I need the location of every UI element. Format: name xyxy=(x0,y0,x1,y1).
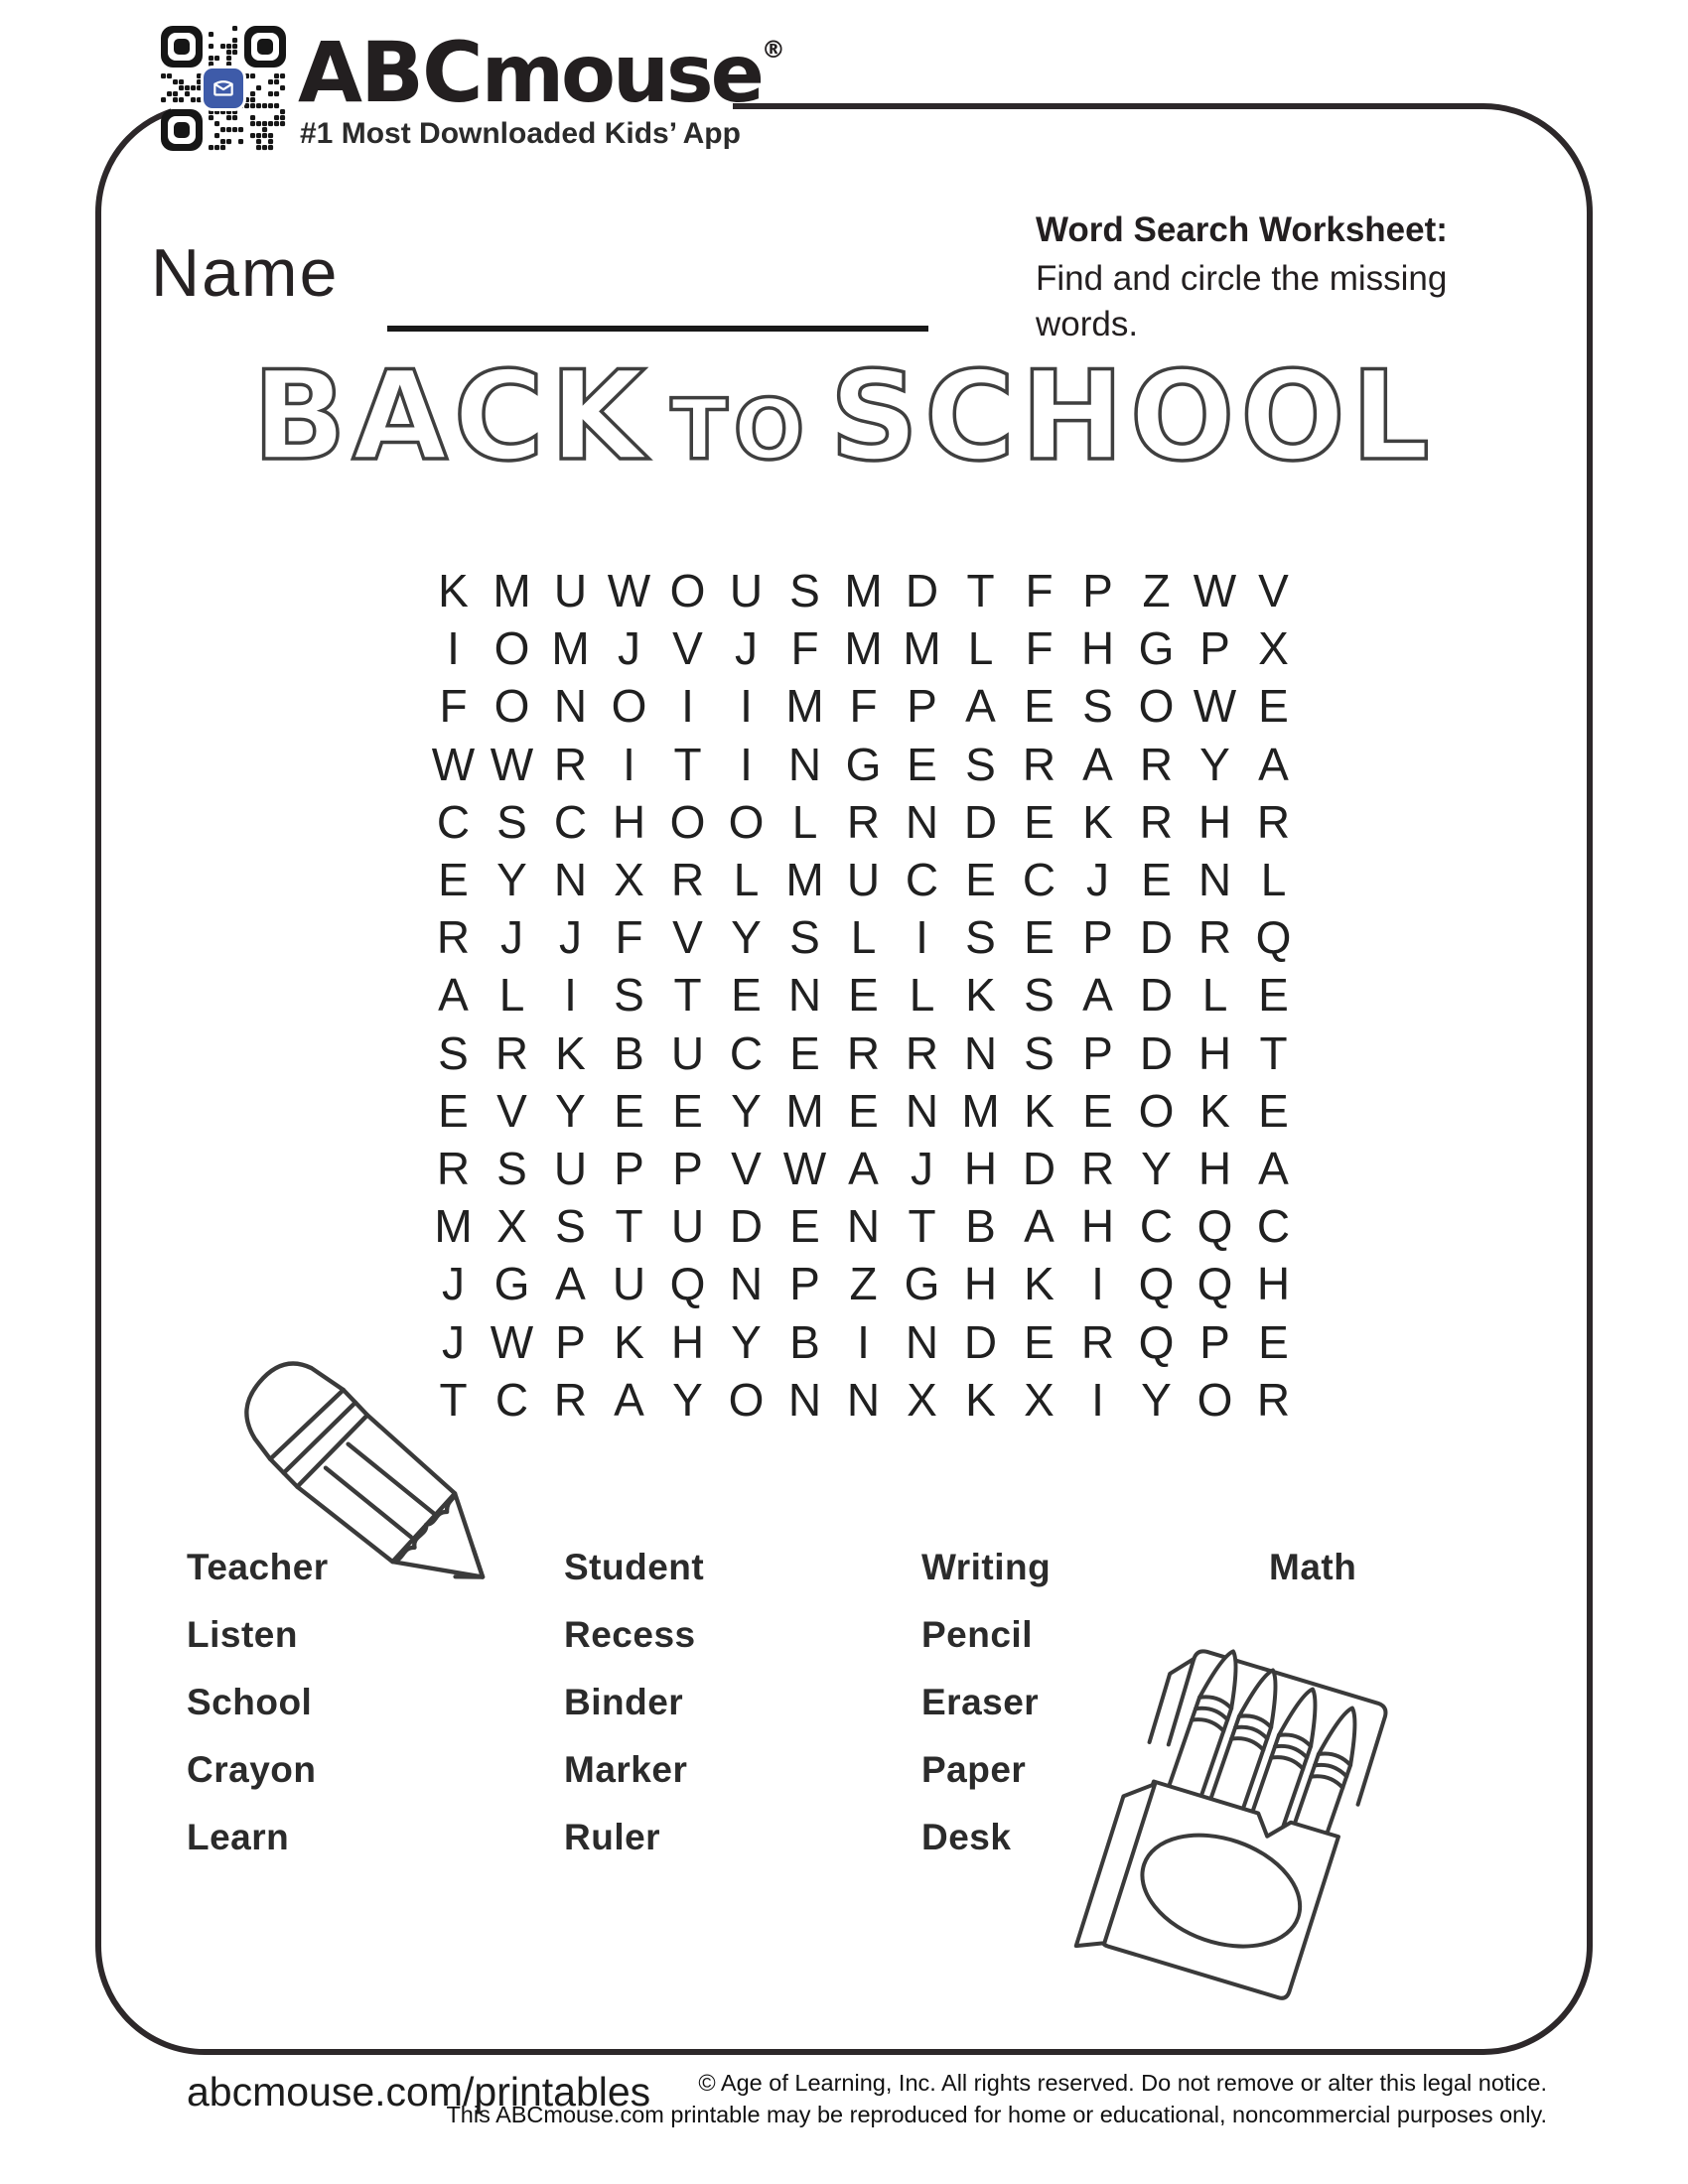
grid-letter: E xyxy=(438,1084,469,1137)
grid-letter: C xyxy=(494,1373,529,1426)
grid-letter: F xyxy=(439,680,468,733)
grid-letter: J xyxy=(1086,854,1109,906)
grid-letter: E xyxy=(1024,680,1055,733)
grid-letter: P xyxy=(614,1142,644,1194)
grid-letter: H xyxy=(1080,622,1115,675)
grid-letter: W xyxy=(782,1142,827,1194)
grid-letter: C xyxy=(553,795,588,848)
grid-letter: S xyxy=(1082,680,1113,733)
grid-letter: E xyxy=(848,1084,879,1137)
grid-letter: L xyxy=(733,854,760,906)
legal-line-1: © Age of Learning, Inc. All rights reserved. Do not remove or alter this legal notice. xyxy=(698,2070,1547,2096)
grid-letter: F xyxy=(849,680,878,733)
grid-letter: J xyxy=(442,1315,465,1368)
grid-letter: D xyxy=(729,1200,764,1253)
grid-letter: P xyxy=(1199,1315,1230,1368)
grid-letter: F xyxy=(615,911,643,964)
grid-letter: S xyxy=(1024,969,1055,1022)
grid-letter: J xyxy=(442,1258,465,1310)
name-label: Name xyxy=(151,235,340,311)
grid-letter: D xyxy=(905,565,939,617)
grid-letter: I xyxy=(857,1315,870,1368)
grid-letter: J xyxy=(735,622,758,675)
grid-letter: Z xyxy=(849,1258,878,1310)
word-list-item: School xyxy=(187,1682,313,1722)
grid-letter: N xyxy=(1197,854,1232,906)
grid-letter: E xyxy=(1141,854,1172,906)
grid-letter: K xyxy=(438,565,469,617)
grid-letter: E xyxy=(907,738,937,790)
grid-letter: J xyxy=(500,911,523,964)
grid-letter: R xyxy=(1197,911,1232,964)
grid-letter: O xyxy=(493,680,530,733)
grid-letter: S xyxy=(496,1142,527,1194)
grid-letter: P xyxy=(1199,622,1230,675)
grid-letter: G xyxy=(1138,622,1175,675)
grid-letter: W xyxy=(1193,680,1237,733)
grid-letter: N xyxy=(905,1084,939,1137)
grid-letter: M xyxy=(434,1200,473,1253)
word-list-item: Math xyxy=(1269,1547,1357,1587)
grid-letter: N xyxy=(846,1200,881,1253)
grid-letter: P xyxy=(1082,565,1113,617)
grid-letter: L xyxy=(967,622,994,675)
registered-trademark: ® xyxy=(761,36,785,64)
grid-letter: D xyxy=(1139,969,1174,1022)
grid-letter: S xyxy=(789,911,820,964)
grid-letter: L xyxy=(1260,854,1287,906)
grid-letter: R xyxy=(1080,1142,1115,1194)
grid-letter: R xyxy=(846,795,881,848)
word-list-item: Listen xyxy=(187,1614,298,1655)
grid-letter: J xyxy=(911,1142,933,1194)
grid-letter: E xyxy=(1258,680,1289,733)
grid-letter: N xyxy=(963,1026,998,1079)
grid-letter: U xyxy=(670,1200,705,1253)
grid-letter: R xyxy=(436,911,471,964)
word-list-item: Recess xyxy=(564,1614,696,1655)
word-column xyxy=(564,1547,704,1884)
grid-letter: L xyxy=(1201,969,1228,1022)
grid-letter: L xyxy=(850,911,877,964)
grid-letter: A xyxy=(438,969,469,1022)
word-search-grid xyxy=(424,562,1303,1429)
grid-letter: C xyxy=(729,1026,764,1079)
logo-mouse-text: mouse xyxy=(481,28,762,120)
grid-letter: U xyxy=(846,854,881,906)
grid-letter: L xyxy=(791,795,818,848)
grid-letter: E xyxy=(848,969,879,1022)
grid-letter: R xyxy=(1080,1315,1115,1368)
grid-letter: E xyxy=(672,1084,703,1137)
grid-letter: R xyxy=(436,1142,471,1194)
grid-letter: Y xyxy=(731,911,762,964)
puzzle-title-back: BACK xyxy=(252,345,651,488)
grid-letter: I xyxy=(564,969,577,1022)
grid-letter: L xyxy=(498,969,525,1022)
grid-letter: T xyxy=(615,1200,643,1253)
grid-letter: P xyxy=(789,1258,820,1310)
grid-letter: K xyxy=(1024,1084,1055,1137)
grid-letter: P xyxy=(1082,1026,1113,1079)
grid-letter: I xyxy=(1091,1373,1104,1426)
grid-letter: R xyxy=(553,1373,588,1426)
grid-letter: T xyxy=(966,565,995,617)
grid-letter: T xyxy=(439,1373,468,1426)
grid-letter: A xyxy=(965,680,996,733)
grid-letter: L xyxy=(909,969,935,1022)
grid-letter: A xyxy=(1082,969,1113,1022)
grid-letter: E xyxy=(1024,795,1055,848)
grid-letter: H xyxy=(963,1258,998,1310)
grid-letter: A xyxy=(555,1258,586,1310)
grid-letter: T xyxy=(908,1200,936,1253)
grid-letter: Y xyxy=(672,1373,703,1426)
grid-letter: R xyxy=(553,738,588,790)
grid-letter: N xyxy=(846,1373,881,1426)
puzzle-title-school: SCHOOL xyxy=(829,345,1436,488)
grid-letter: O xyxy=(728,795,765,848)
grid-letter: I xyxy=(447,622,460,675)
grid-letter: P xyxy=(1082,911,1113,964)
grid-letter: I xyxy=(740,738,753,790)
grid-letter: K xyxy=(555,1026,586,1079)
grid-letter: E xyxy=(789,1200,820,1253)
grid-letter: R xyxy=(1256,1373,1291,1426)
grid-letter: T xyxy=(673,969,702,1022)
grid-letter: V xyxy=(672,911,703,964)
grid-letter: H xyxy=(1197,1142,1232,1194)
grid-letter: V xyxy=(1258,565,1289,617)
grid-letter: E xyxy=(1258,1315,1289,1368)
grid-letter: M xyxy=(961,1084,1000,1137)
grid-letter: D xyxy=(1022,1142,1056,1194)
grid-letter: B xyxy=(614,1026,644,1079)
grid-letter: Q xyxy=(1138,1315,1175,1368)
grid-letter: C xyxy=(1139,1200,1174,1253)
grid-letter: K xyxy=(965,1373,996,1426)
grid-letter: Q xyxy=(1196,1200,1233,1253)
grid-letter: H xyxy=(1256,1258,1291,1310)
grid-letter: H xyxy=(1197,795,1232,848)
word-list-item: Pencil xyxy=(921,1614,1033,1655)
grid-letter: N xyxy=(787,738,822,790)
grid-letter: Y xyxy=(555,1084,586,1137)
grid-letter: E xyxy=(1082,1084,1113,1137)
grid-letter: U xyxy=(670,1026,705,1079)
grid-letter: H xyxy=(1080,1200,1115,1253)
word-list-item: Paper xyxy=(921,1749,1027,1790)
grid-letter: A xyxy=(1024,1200,1055,1253)
grid-letter: W xyxy=(1193,565,1237,617)
grid-letter: Z xyxy=(1142,565,1171,617)
grid-letter: N xyxy=(787,1373,822,1426)
footer-site-url: abcmouse.com/printables xyxy=(187,2069,651,2115)
grid-letter: A xyxy=(614,1373,644,1426)
grid-letter: O xyxy=(1196,1373,1233,1426)
grid-letter: A xyxy=(848,1142,879,1194)
grid-letter: S xyxy=(614,969,644,1022)
grid-letter: P xyxy=(672,1142,703,1194)
grid-letter: U xyxy=(553,565,588,617)
grid-letter: H xyxy=(963,1142,998,1194)
grid-letter: A xyxy=(1258,1142,1289,1194)
grid-letter: N xyxy=(553,680,588,733)
word-list-item: Binder xyxy=(564,1682,684,1722)
grid-letter: J xyxy=(618,622,640,675)
grid-letter: N xyxy=(553,854,588,906)
grid-letter: Y xyxy=(1141,1142,1172,1194)
grid-letter: E xyxy=(614,1084,644,1137)
grid-letter: E xyxy=(438,854,469,906)
grid-letter: X xyxy=(496,1200,527,1253)
grid-letter: W xyxy=(607,565,651,617)
grid-letter: W xyxy=(490,1315,534,1368)
grid-letter: A xyxy=(1258,738,1289,790)
grid-letter: O xyxy=(669,565,706,617)
grid-letter: Q xyxy=(1196,1258,1233,1310)
word-list-item: Marker xyxy=(564,1749,688,1790)
legal-line-2: This ABCmouse.com printable may be reproduced for home or educational, noncommercial purposes only. xyxy=(446,2102,1547,2127)
grid-letter: S xyxy=(1024,1026,1055,1079)
grid-letter: Y xyxy=(496,854,527,906)
grid-letter: E xyxy=(1024,1315,1055,1368)
word-list-item: Eraser xyxy=(921,1682,1040,1722)
grid-letter: X xyxy=(907,1373,937,1426)
grid-letter: U xyxy=(729,565,764,617)
grid-letter: O xyxy=(1138,1084,1175,1137)
grid-letter: R xyxy=(1256,795,1291,848)
grid-letter: H xyxy=(1197,1026,1232,1079)
grid-letter: G xyxy=(845,738,882,790)
grid-letter: N xyxy=(905,795,939,848)
word-list-item: Writing xyxy=(921,1547,1052,1587)
grid-letter: X xyxy=(1258,622,1289,675)
name-blank-line xyxy=(387,326,928,332)
grid-letter: D xyxy=(1139,911,1174,964)
grid-letter: K xyxy=(965,969,996,1022)
grid-letter: R xyxy=(1139,738,1174,790)
grid-letter: C xyxy=(905,854,939,906)
grid-letter: V xyxy=(731,1142,762,1194)
grid-letter: F xyxy=(790,622,819,675)
grid-letter: P xyxy=(907,680,937,733)
grid-letter: W xyxy=(490,738,534,790)
grid-letter: K xyxy=(1199,1084,1230,1137)
grid-letter: M xyxy=(844,622,883,675)
logo-abc-text: ABC xyxy=(298,24,482,121)
abcmouse-logo xyxy=(298,24,785,121)
abcmouse-app-icon xyxy=(204,68,243,108)
grid-letter: K xyxy=(614,1315,644,1368)
grid-letter: G xyxy=(493,1258,530,1310)
grid-letter: O xyxy=(493,622,530,675)
grid-letter: C xyxy=(1022,854,1056,906)
grid-letter: M xyxy=(785,680,824,733)
word-list-item: Student xyxy=(564,1547,705,1587)
grid-letter: K xyxy=(1082,795,1113,848)
app-tagline: #1 Most Downloaded Kids’ App xyxy=(300,117,741,150)
grid-letter: U xyxy=(553,1142,588,1194)
grid-letter: U xyxy=(612,1258,646,1310)
grid-letter: Q xyxy=(669,1258,706,1310)
worksheet-instructions-block xyxy=(1036,210,1512,347)
grid-letter: P xyxy=(555,1315,586,1368)
puzzle-title-to: TO xyxy=(670,381,811,478)
grid-letter: N xyxy=(905,1315,939,1368)
grid-letter: V xyxy=(672,622,703,675)
grid-letter: T xyxy=(673,738,702,790)
grid-letter: X xyxy=(1024,1373,1055,1426)
grid-letter: F xyxy=(1025,565,1054,617)
grid-letter: E xyxy=(1024,911,1055,964)
grid-letter: H xyxy=(612,795,646,848)
grid-letter: W xyxy=(431,738,476,790)
grid-letter: B xyxy=(965,1200,996,1253)
grid-letter: O xyxy=(1138,680,1175,733)
grid-letter: M xyxy=(785,1084,824,1137)
grid-letter: O xyxy=(611,680,647,733)
grid-letter: D xyxy=(963,795,998,848)
grid-letter: B xyxy=(789,1315,820,1368)
grid-letter: M xyxy=(492,565,531,617)
grid-letter: I xyxy=(681,680,694,733)
grid-letter: D xyxy=(1139,1026,1174,1079)
footer-legal-block xyxy=(446,2067,1547,2130)
grid-letter: V xyxy=(496,1084,527,1137)
worksheet-title: Word Search Worksheet: xyxy=(1036,210,1448,249)
grid-letter: R xyxy=(494,1026,529,1079)
grid-letter: E xyxy=(965,854,996,906)
grid-letter: M xyxy=(903,622,941,675)
grid-letter: Y xyxy=(731,1084,762,1137)
grid-letter: N xyxy=(787,969,822,1022)
puzzle-title xyxy=(0,345,1688,488)
grid-letter: Y xyxy=(1199,738,1230,790)
grid-letter: E xyxy=(731,969,762,1022)
grid-letter: O xyxy=(669,795,706,848)
word-list-item: Desk xyxy=(921,1817,1012,1857)
grid-letter: Q xyxy=(1138,1258,1175,1310)
grid-letter: H xyxy=(670,1315,705,1368)
qr-code-icon xyxy=(161,26,286,151)
grid-letter: F xyxy=(1025,622,1054,675)
grid-letter: R xyxy=(846,1026,881,1079)
grid-letter: I xyxy=(915,911,928,964)
word-list-item: Crayon xyxy=(187,1749,317,1790)
grid-letter: Q xyxy=(1255,911,1292,964)
grid-letter: S xyxy=(965,738,996,790)
grid-letter: D xyxy=(963,1315,998,1368)
grid-letter: K xyxy=(1024,1258,1055,1310)
grid-letter: C xyxy=(1256,1200,1291,1253)
grid-letter: R xyxy=(1022,738,1056,790)
grid-letter: M xyxy=(551,622,590,675)
grid-letter: Y xyxy=(731,1315,762,1368)
worksheet-instruction-line1: Find and circle the missing xyxy=(1036,259,1448,298)
grid-letter: J xyxy=(559,911,582,964)
grid-letter: M xyxy=(785,854,824,906)
grid-letter: I xyxy=(740,680,753,733)
grid-letter: I xyxy=(623,738,635,790)
grid-letter: E xyxy=(789,1026,820,1079)
word-list-item: Learn xyxy=(187,1817,290,1857)
word-column xyxy=(921,1547,1051,1884)
grid-letter: A xyxy=(1082,738,1113,790)
grid-letter: M xyxy=(844,565,883,617)
word-list-item: Ruler xyxy=(564,1817,661,1857)
grid-letter: S xyxy=(438,1026,469,1079)
grid-letter: S xyxy=(965,911,996,964)
grid-letter: S xyxy=(555,1200,586,1253)
grid-letter: S xyxy=(789,565,820,617)
grid-letter: X xyxy=(614,854,644,906)
worksheet-instruction-line2: words. xyxy=(1036,305,1139,343)
grid-letter: R xyxy=(905,1026,939,1079)
grid-letter: O xyxy=(728,1373,765,1426)
grid-letter: I xyxy=(1091,1258,1104,1310)
word-column xyxy=(187,1547,329,1884)
grid-letter: T xyxy=(1259,1026,1288,1079)
word-column xyxy=(1269,1547,1356,1614)
grid-letter: R xyxy=(1139,795,1174,848)
grid-letter: E xyxy=(1258,1084,1289,1137)
grid-letter: G xyxy=(904,1258,940,1310)
grid-letter: S xyxy=(496,795,527,848)
grid-letter: R xyxy=(670,854,705,906)
grid-letter: N xyxy=(729,1258,764,1310)
word-list-item: Teacher xyxy=(187,1547,329,1587)
grid-letter: C xyxy=(436,795,471,848)
grid-letter: E xyxy=(1258,969,1289,1022)
grid-letter: Y xyxy=(1141,1373,1172,1426)
